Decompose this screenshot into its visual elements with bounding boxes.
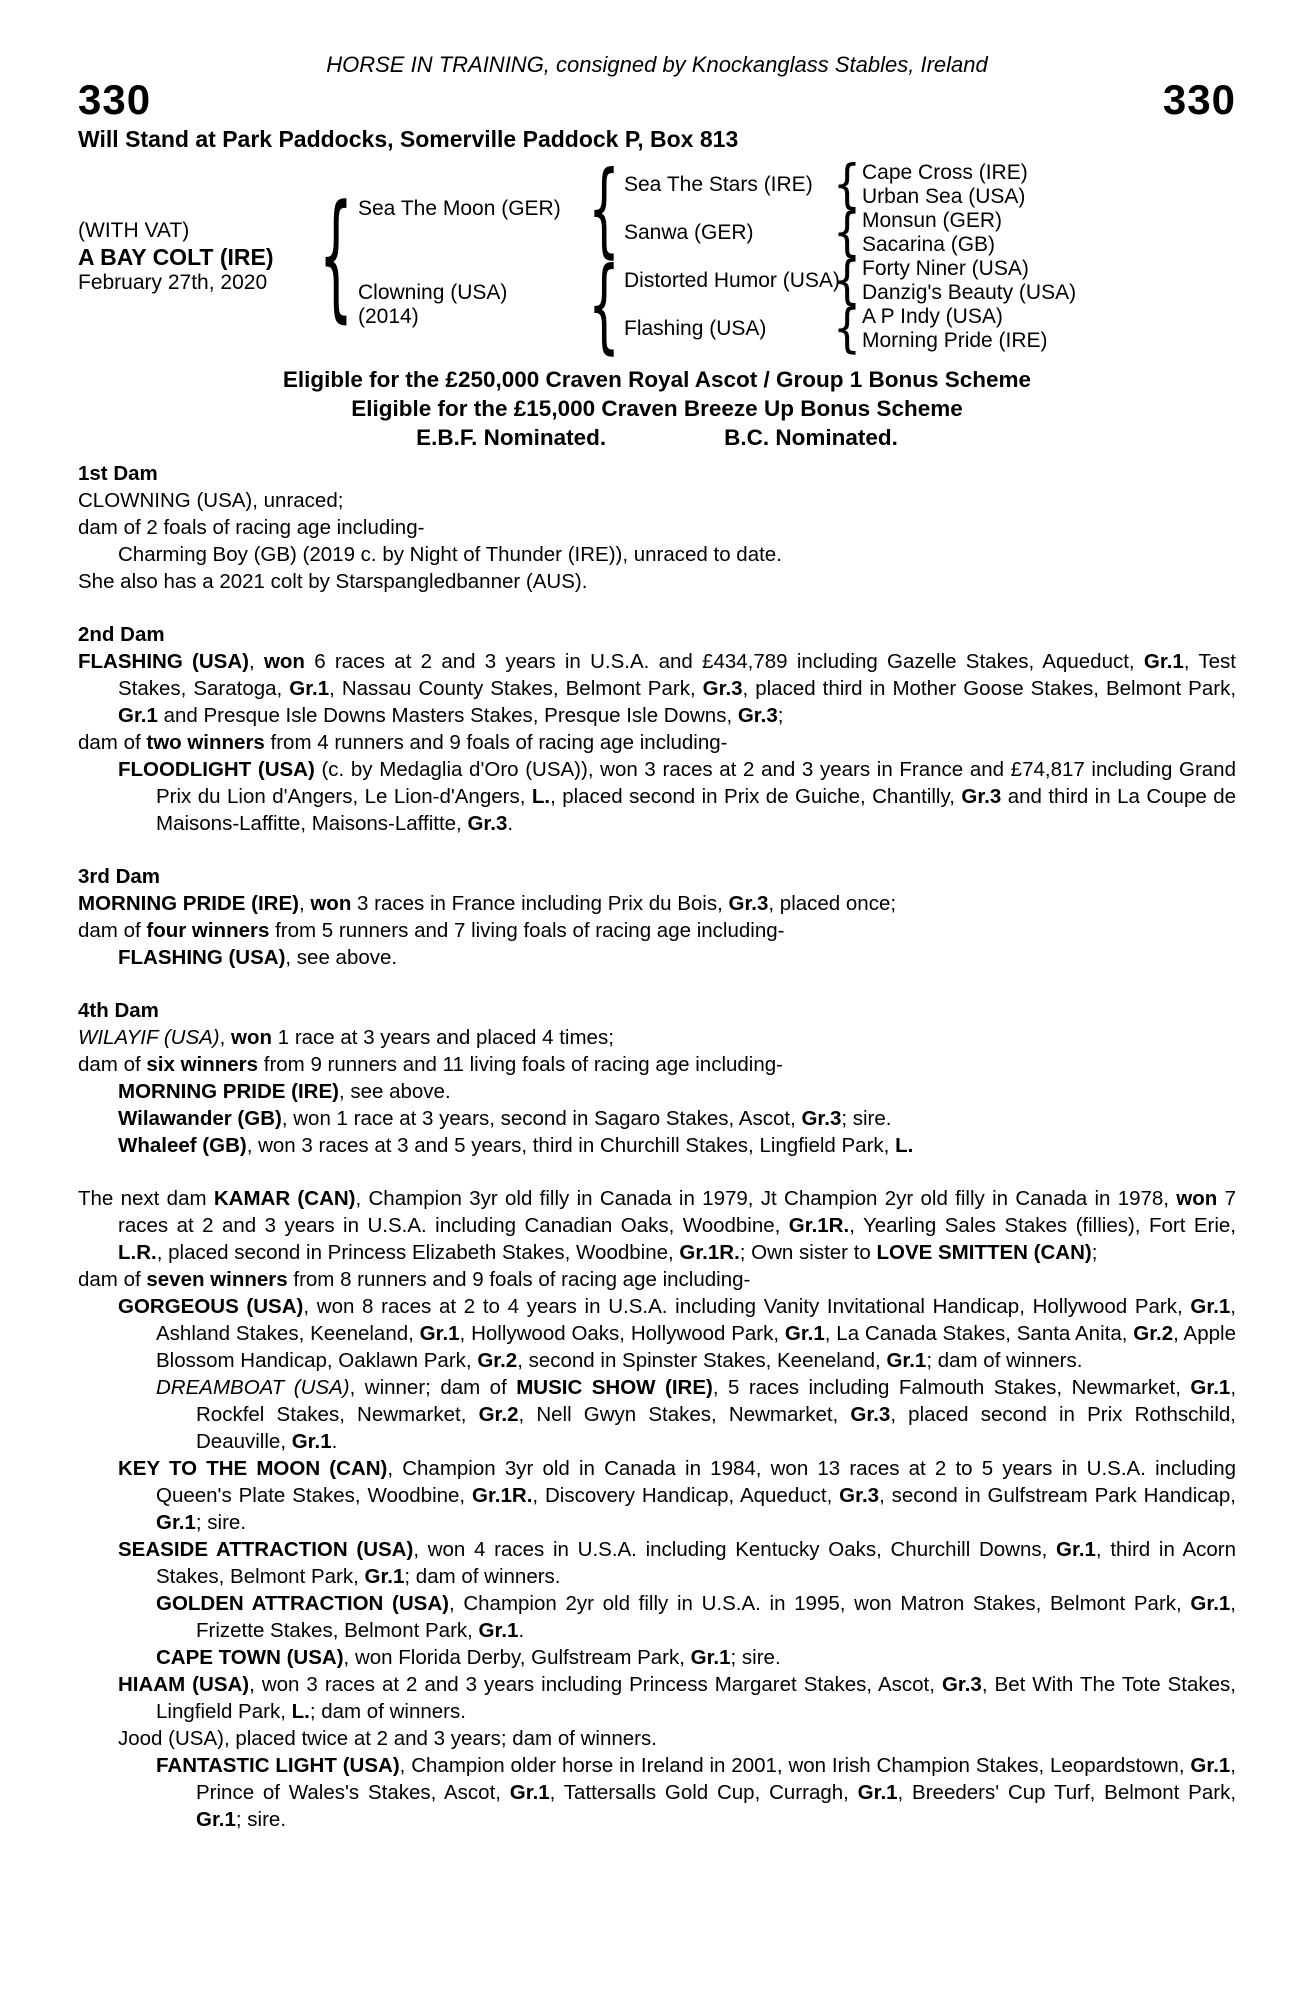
text-run: Gr.3	[961, 785, 1002, 808]
para-morning-pride-produce	[78, 917, 1236, 944]
text-run: DREAMBOAT (USA)	[156, 1376, 350, 1399]
nomination-row	[78, 423, 1236, 452]
lot-number-right: 330	[1162, 76, 1236, 123]
catalogue-text	[78, 460, 1236, 1833]
text-run: dam of 2 foals of racing age including-	[78, 516, 425, 539]
text-run: Charming Boy (GB) (2019 c. by Night of Thunder (IRE)), unraced to date.	[118, 543, 782, 566]
text-run: .	[507, 812, 514, 835]
text-run: .	[331, 1430, 338, 1453]
subject-name: A BAY COLT (IRE)	[78, 244, 274, 270]
text-run: from 8 runners and 9 foals of racing age including-	[287, 1268, 751, 1291]
ancestor-name: Morning Pride (IRE)	[862, 329, 1048, 352]
para-clowning	[78, 487, 1236, 514]
text-run: , placed second in Prix de Guiche, Chantilly,	[550, 785, 962, 808]
para-whaleef	[118, 1132, 1236, 1159]
text-run: ,	[219, 1026, 232, 1049]
text-run: , Discovery Handicap, Aqueduct,	[532, 1484, 840, 1507]
section-2nd-dam	[78, 621, 1236, 837]
text-run: Gr.3	[467, 812, 508, 835]
text-run: ,	[248, 650, 264, 673]
pedigree-brace-icon	[832, 305, 862, 353]
text-run: L.	[531, 785, 551, 808]
text-run: ; dam of winners.	[309, 1700, 466, 1723]
text-run: .	[518, 1619, 525, 1642]
text-run: ; sire.	[235, 1808, 287, 1831]
text-run: ,	[298, 892, 311, 915]
para-seaside-attraction	[118, 1536, 1236, 1590]
pedigree-brace-icon	[314, 161, 358, 353]
text-run: CAPE TOWN (USA)	[156, 1646, 344, 1669]
text-run: Gr.3	[941, 1673, 982, 1696]
ancestor-name: Monsun (GER)	[862, 209, 1003, 232]
text-run: HIAAM (USA)	[118, 1673, 250, 1696]
text-run: SEASIDE ATTRACTION (USA)	[118, 1538, 414, 1561]
section-3rd-dam	[78, 863, 1236, 971]
text-run: Gr.1	[419, 1322, 460, 1345]
text-run: Gr.2	[477, 1349, 518, 1372]
text-run: dam of	[78, 1268, 147, 1291]
para-fantastic-light	[156, 1752, 1236, 1833]
text-run: 6 races at 2 and 3 years in U.S.A. and £434,789 including Gazelle Stakes, Aqueduct,	[304, 650, 1144, 673]
stand-location: Will Stand at Park Paddocks, Somerville Paddock P, Box 813	[78, 126, 739, 152]
para-wilayif-produce	[78, 1051, 1236, 1078]
text-run: , Tattersalls Gold Cup, Curragh,	[549, 1781, 858, 1804]
text-run: won	[263, 650, 305, 673]
text-run: from 5 runners and 7 living foals of racing age including-	[269, 919, 785, 942]
para-kamar-produce	[78, 1266, 1236, 1293]
text-run: ; Own sister to	[739, 1241, 877, 1264]
text-run: The next dam	[78, 1187, 214, 1210]
text-run: 7 races at 2 and 3 years in U.S.A. including Canadian Oaks, Woodbine,	[118, 1187, 1236, 1237]
text-run: ;	[1091, 1241, 1098, 1264]
text-run: KAMAR (CAN)	[213, 1187, 356, 1210]
text-run: Gr.3	[850, 1403, 891, 1426]
vat-note: (WITH VAT)	[78, 219, 190, 242]
text-run: Gr.1	[364, 1565, 405, 1588]
text-run: , won 8 races at 2 to 4 years in U.S.A. including Vanity Invitational Handicap, Hollywood Park,	[303, 1295, 1191, 1318]
text-run: , Ashland Stakes, Keeneland,	[156, 1295, 1236, 1345]
text-run: , won 1 race at 3 years, second in Sagaro Stakes, Ascot,	[281, 1107, 802, 1130]
text-run: , Champion older horse in Ireland in 2001, won Irish Champion Stakes, Leopardstown,	[399, 1754, 1191, 1777]
para-flashing	[78, 648, 1236, 729]
text-run: , won 4 races in U.S.A. including Kentucky Oaks, Churchill Downs,	[413, 1538, 1057, 1561]
text-run: dam of	[78, 731, 147, 754]
granddam-name: Flashing (USA)	[624, 317, 767, 340]
text-run: 3 races in France including Prix du Bois,	[351, 892, 729, 915]
text-run: , La Canada Stakes, Santa Anita,	[824, 1322, 1134, 1345]
text-run: Gr.1	[784, 1322, 825, 1345]
pedigree-table	[78, 161, 1236, 353]
section-1st-dam	[78, 460, 1236, 595]
text-run: L.R.	[118, 1241, 157, 1264]
sire-name: Sea The Moon (GER)	[358, 197, 561, 220]
text-run: Gr.1R.	[679, 1241, 740, 1264]
text-run: Gr.1	[291, 1430, 332, 1453]
text-run: Gr.1	[118, 704, 158, 727]
text-run: Gr.1	[1190, 1592, 1231, 1615]
text-run: , third in Acorn Stakes, Belmont Park,	[156, 1538, 1236, 1588]
text-run: Gr.3	[737, 704, 778, 727]
text-run: six winners	[146, 1053, 259, 1076]
text-run: L.	[895, 1134, 914, 1157]
text-run: She also has a 2021 colt by Starspangledbanner (AUS).	[78, 570, 588, 593]
ancestor-name: A P Indy (USA)	[862, 305, 1003, 328]
dam-block	[358, 257, 584, 353]
lot-number-left: 330	[78, 76, 152, 123]
text-run: , Yearling Sales Stakes (fillies), Fort Erie,	[849, 1214, 1236, 1237]
para-jood	[118, 1725, 1236, 1752]
text-run: , second in Spinster Stakes, Keeneland,	[517, 1349, 887, 1372]
para-floodlight	[118, 756, 1236, 837]
ancestor-name: Sacarina (GB)	[862, 233, 996, 256]
para-key-to-the-moon	[118, 1455, 1236, 1536]
text-run: GOLDEN ATTRACTION (USA)	[156, 1592, 449, 1615]
text-run: KEY TO THE MOON (CAN)	[118, 1457, 388, 1480]
pedigree-brace-icon	[584, 161, 624, 257]
text-run: Gr.1	[509, 1781, 550, 1804]
ancestor-name: Urban Sea (USA)	[862, 185, 1026, 208]
text-run: , won 3 races at 3 and 5 years, third in Churchill Stakes, Lingfield Park,	[246, 1134, 896, 1157]
text-run: , Nassau County Stakes, Belmont Park,	[329, 677, 703, 700]
text-run: Gr.1R.	[788, 1214, 850, 1237]
text-run: from 9 runners and 11 living foals of racing age including-	[258, 1053, 783, 1076]
text-run: seven winners	[146, 1268, 288, 1291]
text-run: , Champion 2yr old filly in U.S.A. in 1995, won Matron Stakes, Belmont Park,	[448, 1592, 1191, 1615]
lot-number-row	[78, 78, 1236, 124]
text-run: Gr.1	[1143, 650, 1184, 673]
text-run: Gr.1	[1056, 1538, 1096, 1561]
ancestor-name: Cape Cross (IRE)	[862, 161, 1028, 184]
text-run: won	[231, 1026, 273, 1049]
dam-year: (2014)	[358, 305, 419, 328]
text-run: Gr.1	[857, 1781, 898, 1804]
text-run: FLASHING (USA)	[78, 650, 249, 673]
para-wilawander	[118, 1105, 1236, 1132]
para-flashing-ref	[118, 944, 1236, 971]
text-run: Gr.1	[1190, 1295, 1231, 1318]
para-golden-attraction	[156, 1590, 1236, 1644]
granddam-name: Sanwa (GER)	[624, 221, 754, 244]
text-run: ; sire.	[841, 1107, 892, 1130]
text-run: , Test Stakes, Saratoga,	[118, 650, 1236, 700]
text-run: , Champion 3yr old filly in Canada in 1979, Jt Champion 2yr old filly in Canada in 1978,	[355, 1187, 1177, 1210]
para-wilayif	[78, 1024, 1236, 1051]
section-next-dam	[78, 1185, 1236, 1833]
text-run: , Bet With The Tote Stakes, Lingfield Park,	[156, 1673, 1236, 1723]
text-run: Gr.2	[1133, 1322, 1174, 1345]
text-run: Jood (USA), placed twice at 2 and 3 years; dam of winners.	[118, 1727, 657, 1750]
text-run: won	[1176, 1187, 1218, 1210]
text-run: Whaleef (GB)	[118, 1134, 247, 1157]
text-run: won	[310, 892, 352, 915]
consignment-header: HORSE IN TRAINING, consigned by Knockanglass Stables, Ireland	[326, 52, 988, 77]
text-run: Gr.3	[728, 892, 769, 915]
section-heading: 4th Dam	[78, 999, 159, 1022]
text-run: FLASHING (USA)	[118, 946, 286, 969]
text-run: ; sire.	[195, 1511, 247, 1534]
text-run: Gr.1	[196, 1808, 236, 1831]
foal-date: February 27th, 2020	[78, 271, 268, 294]
text-run: four winners	[146, 919, 270, 942]
para-morning-pride-ref	[118, 1078, 1236, 1105]
text-run: Gr.3	[702, 677, 743, 700]
eligibility-block	[78, 365, 1236, 452]
para-she-also	[78, 568, 1236, 595]
text-run: GORGEOUS (USA)	[118, 1295, 304, 1318]
text-run: L.	[291, 1700, 310, 1723]
text-run: and third in La Coupe de Maisons-Laffitte, Maisons-Laffitte,	[156, 785, 1236, 835]
text-run: FLOODLIGHT (USA)	[118, 758, 315, 781]
para-charming-boy	[118, 541, 1236, 568]
text-run: Gr.3	[801, 1107, 842, 1130]
text-run: Gr.1	[690, 1646, 731, 1669]
text-run: , Rockfel Stakes, Newmarket,	[196, 1376, 1237, 1426]
text-run: Gr.1	[1190, 1376, 1231, 1399]
grandsire-name: Sea The Stars (IRE)	[624, 173, 813, 196]
para-hiaam	[118, 1671, 1236, 1725]
text-run: LOVE SMITTEN (CAN)	[876, 1241, 1092, 1264]
text-run: Gr.1R.	[472, 1484, 533, 1507]
text-run: ; dam of winners.	[404, 1565, 561, 1588]
text-run: Gr.2	[478, 1403, 519, 1426]
text-run: Gr.3	[839, 1484, 880, 1507]
para-flashing-produce	[78, 729, 1236, 756]
text-run: FANTASTIC LIGHT (USA)	[156, 1754, 400, 1777]
text-run: from 4 runners and 9 foals of racing age including-	[264, 731, 728, 754]
text-run: CLOWNING (USA), unraced;	[78, 489, 344, 512]
ancestor-name: Forty Niner (USA)	[862, 257, 1029, 280]
text-run: , second in Gulfstream Park Handicap,	[879, 1484, 1236, 1507]
text-run: , Prince of Wales's Stakes, Ascot,	[196, 1754, 1236, 1804]
text-run: 1 race at 3 years and placed 4 times;	[272, 1026, 614, 1049]
text-run: Gr.1	[478, 1619, 519, 1642]
section-heading: 1st Dam	[78, 462, 158, 485]
grandsire-name: Distorted Humor (USA)	[624, 269, 840, 292]
text-run: , placed third in Mother Goose Stakes, Belmont Park,	[742, 677, 1237, 700]
text-run: Gr.1	[156, 1511, 196, 1534]
para-cape-town	[156, 1644, 1236, 1671]
text-run: dam of	[78, 919, 147, 942]
text-run: , Nell Gwyn Stakes, Newmarket,	[518, 1403, 851, 1426]
text-run: MORNING PRIDE (IRE)	[118, 1080, 339, 1103]
text-run: ; sire.	[730, 1646, 781, 1669]
ebf-nominated: E.B.F. Nominated.	[416, 425, 607, 450]
bc-nominated: B.C. Nominated.	[724, 425, 898, 450]
text-run: ; dam of winners.	[926, 1349, 1083, 1372]
section-heading: 2nd Dam	[78, 623, 165, 646]
text-run: , Champion 3yr old in Canada in 1984, won 13 races at 2 to 5 years in U.S.A. including Queen's Plate Stakes, Woodbine,	[156, 1457, 1236, 1507]
para-gorgeous	[118, 1293, 1236, 1374]
text-run: WILAYIF (USA)	[78, 1026, 220, 1049]
bonus-scheme-line: Eligible for the £250,000 Craven Royal Ascot / Group 1 Bonus Scheme	[282, 367, 1032, 392]
text-run: two winners	[146, 731, 265, 754]
text-run: , Apple Blossom Handicap, Oaklawn Park,	[156, 1322, 1236, 1372]
para-clowning-produce	[78, 514, 1236, 541]
text-run: , 5 races including Falmouth Stakes, Newmarket,	[712, 1376, 1191, 1399]
text-run: and Presque Isle Downs Masters Stakes, Presque Isle Downs,	[157, 704, 738, 727]
bonus-scheme-line: Eligible for the £15,000 Craven Breeze Up Bonus Scheme	[351, 396, 963, 421]
text-run: , won 3 races at 2 and 3 years including Princess Margaret Stakes, Ascot,	[249, 1673, 942, 1696]
section-4th-dam	[78, 997, 1236, 1159]
text-run: dam of	[78, 1053, 147, 1076]
text-run: Wilawander (GB)	[118, 1107, 282, 1130]
text-run: , placed second in Prix Rothschild, Deauville,	[196, 1403, 1236, 1453]
text-run: MUSIC SHOW (IRE)	[516, 1376, 713, 1399]
text-run: , Breeders' Cup Turf, Belmont Park,	[897, 1781, 1237, 1804]
text-run: MORNING PRIDE (IRE)	[78, 892, 299, 915]
text-run: , Frizette Stakes, Belmont Park,	[196, 1592, 1236, 1642]
text-run: , won Florida Derby, Gulfstream Park,	[343, 1646, 691, 1669]
ancestor-name: Danzig's Beauty (USA)	[862, 281, 1077, 304]
text-run: Gr.1	[886, 1349, 927, 1372]
para-dreamboat	[156, 1374, 1236, 1455]
text-run: , see above.	[285, 946, 398, 969]
text-run: ;	[777, 704, 784, 727]
section-heading: 3rd Dam	[78, 865, 161, 888]
text-run: Gr.1	[1190, 1754, 1231, 1777]
para-kamar	[78, 1185, 1236, 1266]
text-run: , placed once;	[768, 892, 897, 915]
text-run: , see above.	[338, 1080, 451, 1103]
text-run: (c. by Medaglia d'Oro (USA)), won 3 races at 2 and 3 years in France and £74,817 including Grand Prix du Lion d'Angers, Le Lion-d'Angers,	[156, 758, 1236, 808]
para-morning-pride	[78, 890, 1236, 917]
text-run: , placed second in Princess Elizabeth Stakes, Woodbine,	[156, 1241, 680, 1264]
subject-block	[78, 161, 314, 353]
text-run: , Hollywood Oaks, Hollywood Park,	[459, 1322, 785, 1345]
dam-name: Clowning (USA)	[358, 281, 508, 304]
pedigree-brace-icon	[584, 257, 624, 353]
text-run: , winner; dam of	[349, 1376, 517, 1399]
text-run: Gr.1	[289, 677, 330, 700]
